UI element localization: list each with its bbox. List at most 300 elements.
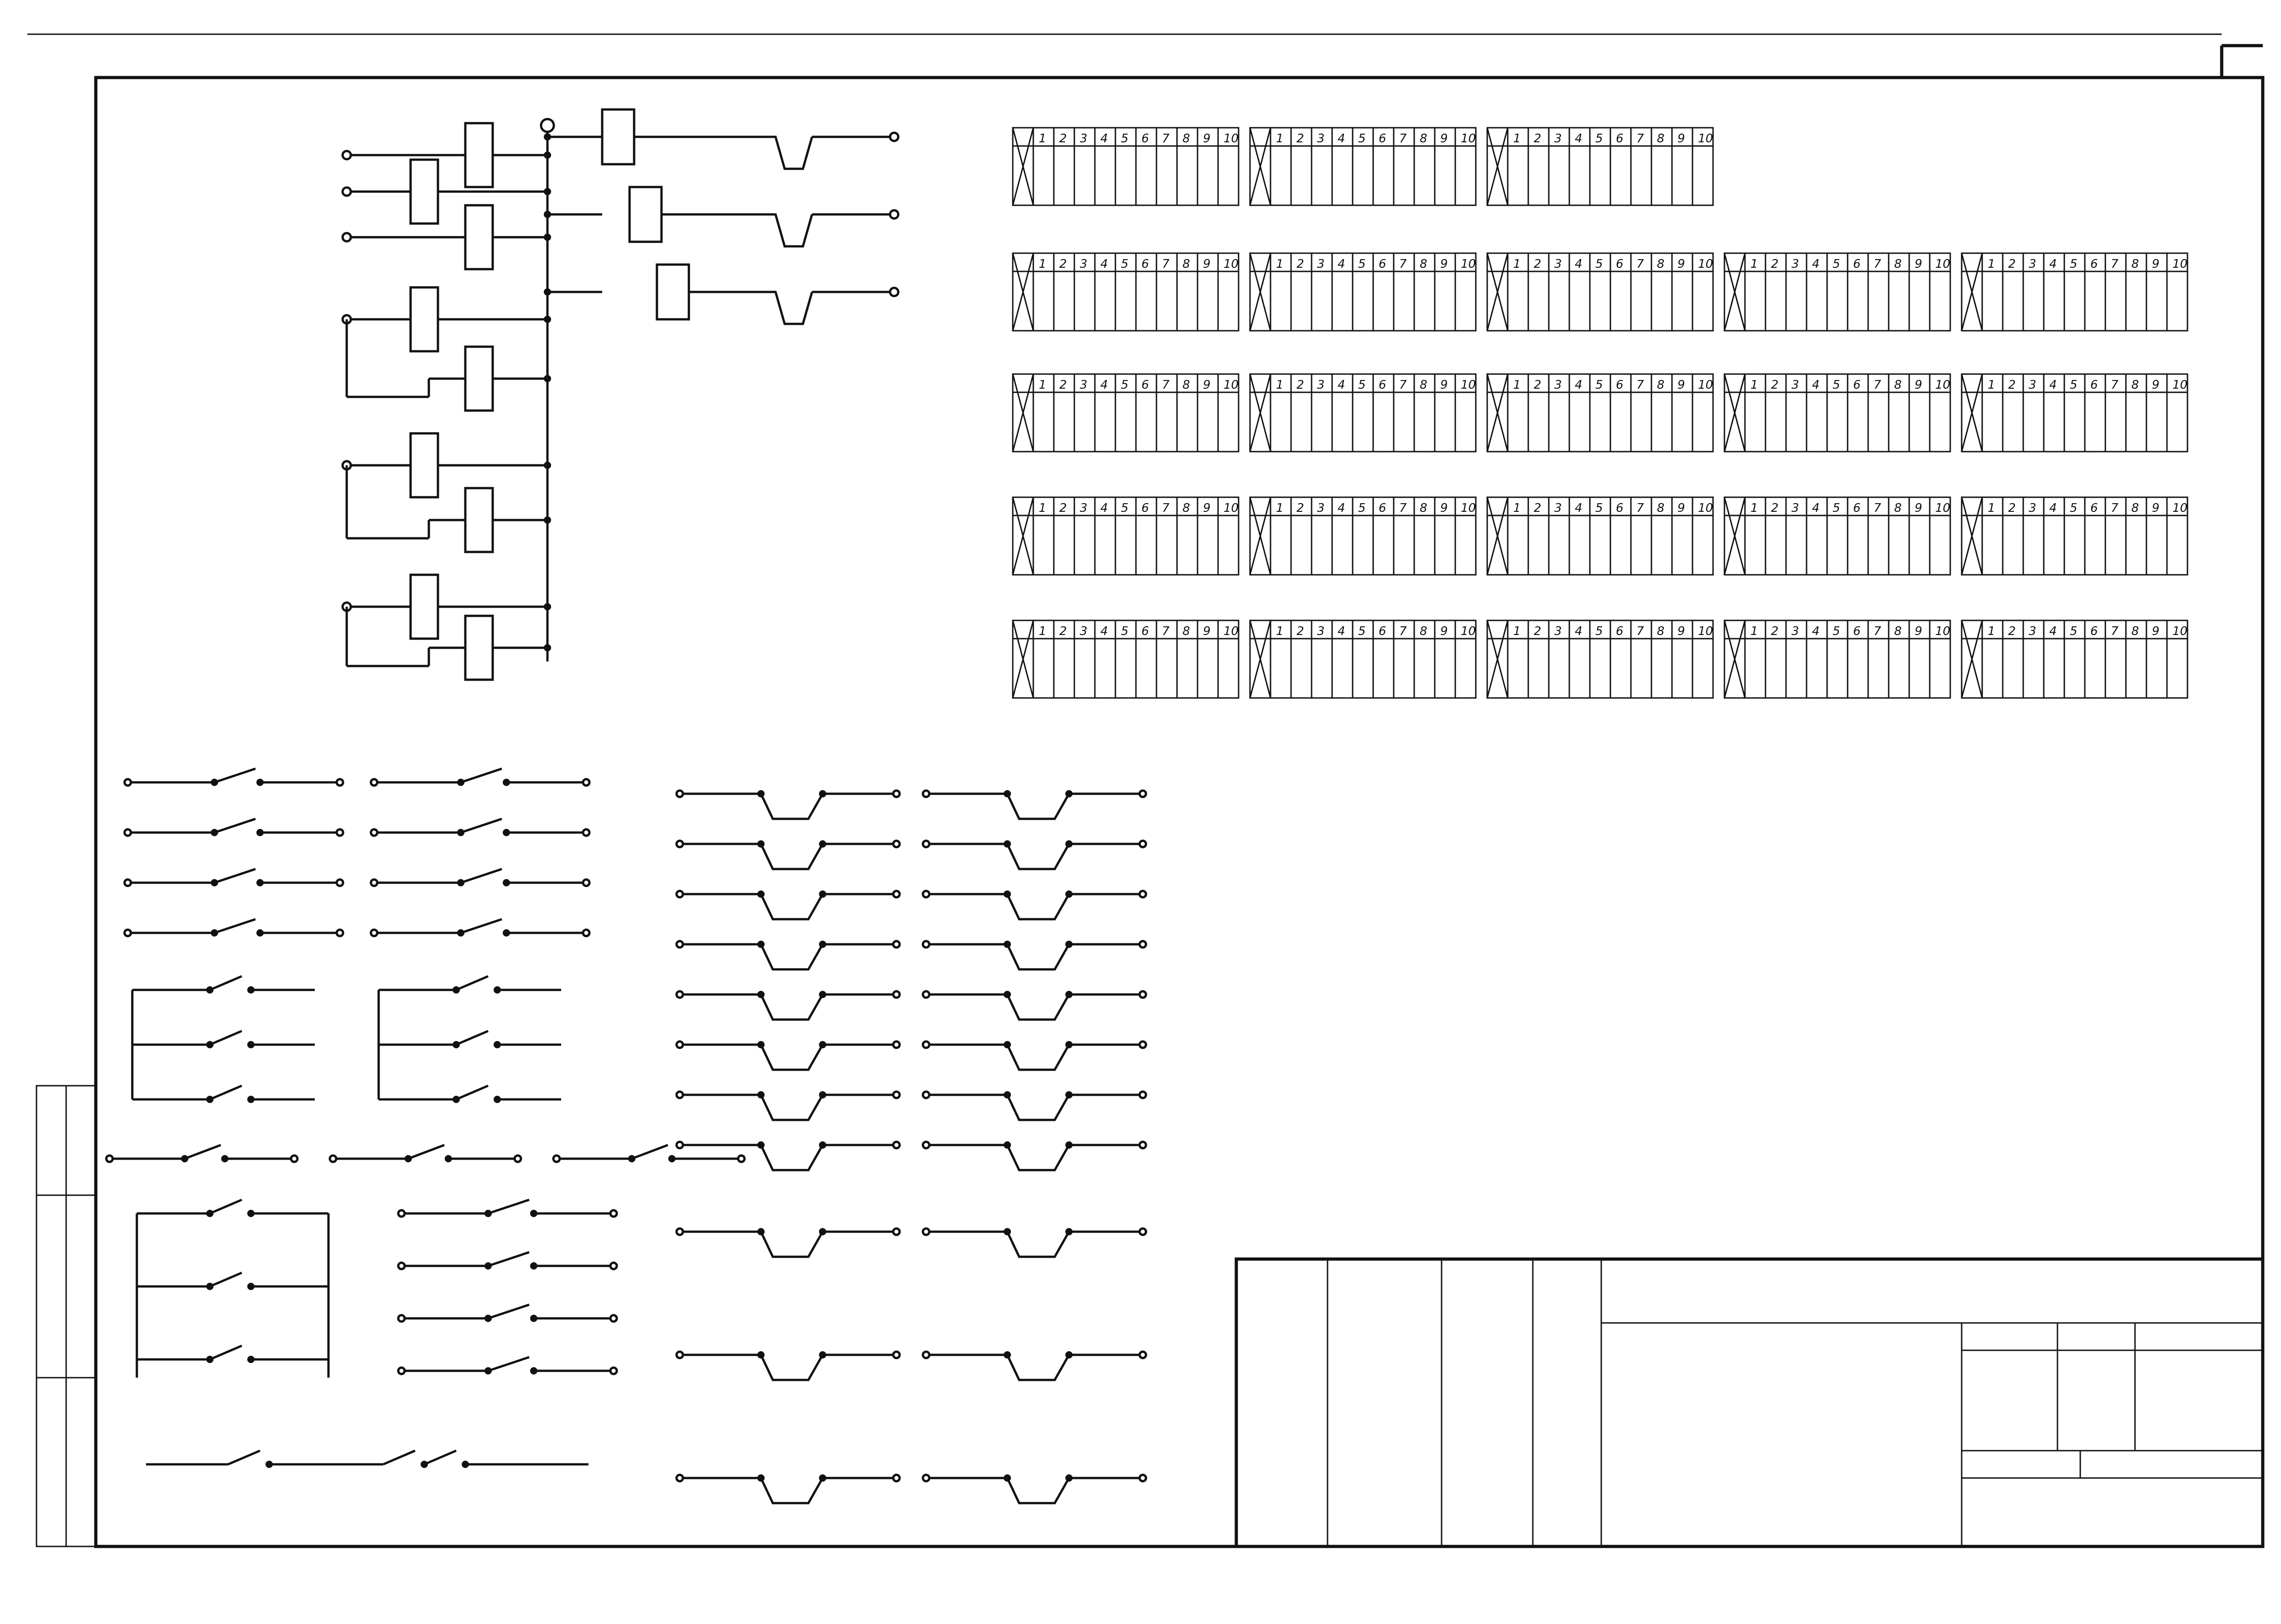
contact-symbol [929, 894, 1069, 919]
wire-terminal [343, 187, 351, 196]
strip-terminal-number: 9 [1915, 257, 1922, 271]
strip-terminal-number: 9 [1677, 501, 1685, 515]
contact-symbol [683, 844, 823, 869]
strip-terminal-number: 8 [1894, 625, 1902, 638]
coil-body [602, 109, 634, 164]
strip-terminal-number: 8 [1420, 625, 1427, 638]
strip-terminal-number: 1 [1750, 378, 1758, 392]
strip-terminal-number: 4 [1575, 378, 1583, 392]
wire-terminal [1140, 1092, 1146, 1098]
strip-terminal-number: 5 [1595, 132, 1603, 146]
strip-terminal-number: 10 [1224, 378, 1239, 392]
wire-terminal [610, 1368, 617, 1374]
group-contact-k5 [132, 976, 315, 994]
strip-terminal-number: 7 [1399, 501, 1407, 515]
strip-terminal-number: 10 [2172, 257, 2188, 271]
junction-dot [1004, 1041, 1011, 1048]
strip-terminal-number: 2 [1534, 378, 1541, 392]
coil-body [657, 265, 689, 319]
strip-terminal-number: 4 [2049, 257, 2057, 271]
contact-symbol [757, 292, 812, 324]
contact-symbol [683, 1232, 823, 1257]
junction-dot [1004, 991, 1011, 998]
coil-body [465, 347, 493, 411]
strip-terminal-number: 8 [1894, 257, 1902, 271]
wire-terminal [923, 1228, 929, 1235]
contact-symbol [757, 137, 812, 169]
wire-terminal [398, 1210, 405, 1217]
wire-terminal [677, 1041, 683, 1048]
terminal-strip-x3 [1487, 620, 1713, 698]
strip-terminal-number: 8 [2131, 257, 2139, 271]
strip-terminal-number: 3 [1554, 625, 1562, 638]
strip-terminal-number: 7 [1636, 378, 1644, 392]
strip-terminal-number: 5 [1595, 501, 1603, 515]
strip-terminal-number: 3 [2029, 378, 2036, 392]
strip-terminal-number: 6 [2090, 378, 2098, 392]
group-contact-k7 [132, 1086, 315, 1103]
terminal-strips [1013, 128, 2187, 698]
contact-k9 [398, 1252, 617, 1270]
strip-terminal-number: 2 [2008, 257, 2016, 271]
junction-dot [757, 890, 765, 898]
strip-terminal-number: 7 [1162, 132, 1170, 146]
strip-terminal-number: 5 [1833, 257, 1840, 271]
wire-terminal [893, 841, 900, 847]
coil-body [411, 575, 438, 639]
wire-terminal [398, 1368, 405, 1374]
no-contact [677, 1141, 900, 1170]
neutral-terminal [541, 119, 554, 132]
strip-terminal-number: 1 [1988, 257, 1995, 271]
strip-terminal-number: 6 [1616, 501, 1624, 515]
contact-symbol [929, 1095, 1069, 1120]
strip-terminal-number: 8 [1657, 132, 1665, 146]
strip-terminal-number: 6 [1379, 625, 1386, 638]
coil-body [465, 488, 493, 552]
wire-terminal [893, 1092, 900, 1098]
strip-terminal-number: 9 [1915, 625, 1922, 638]
strip-terminal-number: 4 [1100, 257, 1108, 271]
strip-terminal-number: 4 [1338, 501, 1345, 515]
strip-terminal-number: 4 [1338, 257, 1345, 271]
no-contact [677, 890, 900, 919]
junction-dot [544, 151, 551, 159]
strip-terminal-number: 9 [1915, 378, 1922, 392]
strip-terminal-number: 10 [1461, 378, 1476, 392]
strip-terminal-number: 9 [1203, 625, 1211, 638]
wire-terminal [125, 779, 131, 786]
strip-terminal-number: 2 [1059, 257, 1067, 271]
strip-terminal-number: 4 [1575, 132, 1583, 146]
strip-terminal-number: 5 [1358, 625, 1366, 638]
strip-terminal-number: 9 [1203, 257, 1211, 271]
strip-terminal-number: 8 [2131, 625, 2139, 638]
contact-k8 [125, 819, 343, 836]
chain-k14 [544, 109, 898, 169]
contact-k10 [106, 1145, 297, 1162]
strip-terminal-number: 2 [1534, 257, 1541, 271]
strip-terminal-number: 5 [2070, 257, 2078, 271]
wire-terminal [923, 1092, 929, 1098]
wire-terminal [923, 891, 929, 897]
contact-symbol [683, 1095, 823, 1120]
chain-k16 [544, 265, 898, 324]
wire-terminal [343, 233, 351, 241]
strip-terminal-number: 5 [2070, 501, 2078, 515]
strip-terminal-number: 1 [1513, 257, 1521, 271]
junction-dot [1004, 1141, 1011, 1149]
strip-terminal-number: 5 [2070, 378, 2078, 392]
strip-terminal-number: 6 [1141, 625, 1149, 638]
strip-terminal-number: 4 [2049, 378, 2057, 392]
strip-terminal-number: 7 [1162, 378, 1170, 392]
junction-dot [544, 234, 551, 241]
contact-symbol [929, 944, 1069, 969]
contact-k8 [371, 819, 589, 836]
wire-terminal [1140, 841, 1146, 847]
terminal-strip-x12 [1250, 497, 1476, 575]
strip-terminal-number: 8 [1420, 501, 1427, 515]
wire-terminal [677, 1142, 683, 1148]
strip-terminal-number: 6 [1379, 501, 1386, 515]
strip-terminal-number: 5 [1595, 378, 1603, 392]
wire-terminal [515, 1156, 521, 1162]
wire-terminal [610, 1210, 617, 1217]
contact-symbol [683, 794, 823, 819]
chain-k15 [544, 187, 898, 246]
strip-terminal-number: 2 [1059, 132, 1067, 146]
coil-k13 [429, 616, 551, 680]
junction-dot [544, 375, 551, 382]
wire-terminal [583, 829, 589, 836]
wire-terminal [677, 1352, 683, 1358]
strip-terminal-number: 5 [1595, 257, 1603, 271]
terminal-strip-x4 [1724, 620, 1950, 698]
group-contact-k7 [379, 1086, 561, 1103]
contact-k8 [371, 769, 589, 786]
strip-terminal-number: 3 [1554, 132, 1562, 146]
wire-terminal [330, 1156, 336, 1162]
strip-terminal-number: 4 [1812, 501, 1820, 515]
strip-terminal-number: 9 [2152, 378, 2160, 392]
strip-terminal-number: 6 [1379, 378, 1386, 392]
strip-terminal-number: 9 [1440, 501, 1448, 515]
strip-terminal-number: 2 [1534, 132, 1541, 146]
strip-terminal-number: 2 [1297, 378, 1304, 392]
strip-terminal-number: 2 [1297, 501, 1304, 515]
wire-terminal [1140, 1041, 1146, 1048]
contact-symbol [929, 994, 1069, 1020]
strip-terminal-number: 10 [1935, 625, 1951, 638]
terminal-strip-x1 [1013, 620, 1239, 698]
junction-dot [544, 316, 551, 323]
wire-terminal [677, 1475, 683, 1481]
strip-terminal-number: 9 [1677, 257, 1685, 271]
strip-terminal-number: 9 [1440, 625, 1448, 638]
strip-terminal-number: 10 [1935, 378, 1951, 392]
terminal-strip-x2 [1250, 620, 1476, 698]
strip-terminal-number: 8 [2131, 501, 2139, 515]
strip-terminal-number: 10 [1698, 132, 1713, 146]
terminal-strip-x34 [1724, 253, 1950, 331]
strip-terminal-number: 1 [1039, 378, 1047, 392]
strip-terminal-number: 3 [2029, 625, 2036, 638]
contact-symbol [683, 1045, 823, 1070]
wire-terminal [923, 1041, 929, 1048]
wire-terminal [893, 941, 900, 947]
junction-dot [544, 133, 551, 141]
strip-terminal-number: 10 [1461, 132, 1476, 146]
strip-terminal-number: 3 [1791, 501, 1799, 515]
strip-terminal-number: 2 [1534, 501, 1541, 515]
wire-terminal [125, 880, 131, 886]
strip-terminal-number: 7 [1399, 132, 1407, 146]
strip-terminal-number: 5 [1121, 378, 1129, 392]
strip-terminal-number: 7 [1636, 132, 1644, 146]
wire-terminal [677, 941, 683, 947]
wire-terminal [343, 151, 351, 159]
contact-k11 [398, 1305, 617, 1322]
contact-symbol [683, 994, 823, 1020]
no-contact [677, 1351, 900, 1380]
strip-terminal-number: 1 [1988, 501, 1995, 515]
contact-k10 [371, 869, 589, 886]
strip-terminal-number: 5 [1121, 132, 1129, 146]
wire-terminal [1140, 991, 1146, 998]
strip-terminal-number: 2 [1771, 378, 1779, 392]
coil-k10 [343, 433, 551, 497]
strip-terminal-number: 4 [2049, 625, 2057, 638]
wire-terminal [371, 829, 377, 836]
junction-dot [544, 211, 551, 218]
strip-terminal-number: 3 [2029, 501, 2036, 515]
strip-terminal-number: 5 [1358, 501, 1366, 515]
contact-symbol [683, 894, 823, 919]
no-contact [923, 1228, 1146, 1257]
strip-terminal-number: 3 [1317, 501, 1325, 515]
wire-terminal [398, 1315, 405, 1322]
strip-terminal-number: 7 [1162, 257, 1170, 271]
strip-terminal-number: 3 [1791, 257, 1799, 271]
strip-terminal-number: 9 [1203, 501, 1211, 515]
terminal-strip-x43 [1487, 128, 1713, 205]
wire-terminal [106, 1156, 113, 1162]
strip-terminal-number: 3 [1317, 378, 1325, 392]
strip-terminal-number: 3 [1317, 257, 1325, 271]
terminal-strip-x21 [1013, 374, 1239, 452]
contact-symbol [929, 1355, 1069, 1380]
coil-body [630, 187, 661, 242]
wire-terminal [923, 791, 929, 797]
strip-terminal-number: 6 [1379, 257, 1386, 271]
wire-terminal [398, 1263, 405, 1269]
contact-symbol [683, 1478, 823, 1503]
strip-terminal-number: 7 [1636, 257, 1644, 271]
terminal-strip-x31 [1013, 253, 1239, 331]
no-contact [923, 1091, 1146, 1120]
no-contact [923, 1474, 1146, 1503]
strip-terminal-number: 8 [1182, 257, 1190, 271]
strip-terminal-number: 2 [1297, 625, 1304, 638]
coil-k8 [343, 287, 551, 351]
junction-dot [1004, 790, 1011, 797]
strip-terminal-number: 6 [1141, 132, 1149, 146]
strip-terminal-number: 10 [2172, 501, 2188, 515]
no-contact [677, 1091, 900, 1120]
wire-terminal [893, 1228, 900, 1235]
junction-dot [1004, 1228, 1011, 1235]
wire-terminal [125, 829, 131, 836]
side-stamp [36, 1086, 96, 1546]
strip-terminal-number: 6 [1616, 625, 1624, 638]
coil-body [465, 616, 493, 680]
strip-terminal-number: 6 [1141, 257, 1149, 271]
strip-terminal-number: 1 [1513, 378, 1521, 392]
strip-terminal-number: 6 [2090, 501, 2098, 515]
coil-k11 [429, 488, 551, 552]
wire-terminal [893, 1041, 900, 1048]
coil-circuit [343, 109, 898, 680]
terminal-strip-x23 [1487, 374, 1713, 452]
strip-terminal-number: 1 [1276, 132, 1284, 146]
no-contact [677, 1228, 900, 1257]
strip-terminal-number: 6 [2090, 257, 2098, 271]
strip-terminal-number: 2 [2008, 625, 2016, 638]
wire-terminal [583, 779, 589, 786]
strip-terminal-number: 1 [1039, 257, 1047, 271]
junction-dot [544, 516, 551, 524]
strip-terminal-number: 8 [1894, 378, 1902, 392]
strip-terminal-number: 8 [1657, 501, 1665, 515]
strip-terminal-number: 5 [1358, 378, 1366, 392]
junction-dot [757, 1091, 765, 1098]
wire-terminal [1140, 791, 1146, 797]
strip-terminal-number: 7 [1874, 625, 1881, 638]
contact-symbol [929, 1145, 1069, 1170]
strip-terminal-number: 4 [1575, 257, 1583, 271]
strip-terminal-number: 7 [1874, 378, 1881, 392]
junction-dot [757, 1351, 765, 1359]
strip-terminal-number: 10 [1698, 501, 1713, 515]
strip-terminal-number: 2 [1771, 257, 1779, 271]
terminal-strip-x35 [1962, 253, 2187, 331]
contact-k5 [398, 1200, 617, 1217]
strip-terminal-number: 10 [1461, 501, 1476, 515]
contact-k13 [398, 1357, 617, 1374]
wire-terminal [677, 841, 683, 847]
contact-k8 [125, 769, 343, 786]
strip-terminal-number: 5 [1358, 257, 1366, 271]
strip-terminal-number: 1 [1513, 625, 1521, 638]
wire-terminal [893, 991, 900, 998]
strip-terminal-number: 4 [2049, 501, 2057, 515]
strip-terminal-number: 7 [1399, 257, 1407, 271]
contact-symbol [929, 1045, 1069, 1070]
coil-body [411, 287, 438, 351]
strip-terminal-number: 8 [1182, 625, 1190, 638]
strip-terminal-number: 5 [1833, 501, 1840, 515]
wire-terminal [893, 791, 900, 797]
strip-terminal-number: 7 [1162, 625, 1170, 638]
wire-terminal [893, 891, 900, 897]
junction-dot [757, 1228, 765, 1235]
contact-k9 [330, 1145, 521, 1162]
no-contact [923, 941, 1146, 969]
strip-terminal-number: 9 [1677, 378, 1685, 392]
strip-terminal-number: 7 [2111, 501, 2119, 515]
wire-terminal [1140, 941, 1146, 947]
strip-terminal-number: 9 [1440, 378, 1448, 392]
terminal-strip-x15 [1962, 497, 2187, 575]
strip-terminal-number: 1 [1513, 501, 1521, 515]
strip-terminal-number: 3 [1080, 257, 1088, 271]
strip-terminal-number: 2 [1534, 625, 1541, 638]
strip-terminal-number: 8 [1657, 257, 1665, 271]
contact-k10 [125, 869, 343, 886]
strip-terminal-number: 1 [1276, 257, 1284, 271]
strip-terminal-number: 4 [1100, 501, 1108, 515]
strip-terminal-number: 4 [1338, 625, 1345, 638]
strip-terminal-number: 8 [1894, 501, 1902, 515]
strip-terminal-number: 5 [1358, 132, 1366, 146]
contact-symbol [757, 214, 812, 246]
wire-terminal [337, 930, 343, 936]
wire-terminal [125, 930, 131, 936]
strip-terminal-number: 9 [1677, 625, 1685, 638]
no-contact [677, 991, 900, 1020]
no-contact [677, 1041, 900, 1070]
strip-terminal-number: 4 [1100, 132, 1108, 146]
strip-terminal-number: 3 [1791, 378, 1799, 392]
strip-terminal-number: 5 [1121, 501, 1129, 515]
junction-dot [544, 188, 551, 195]
strip-terminal-number: 5 [1121, 257, 1129, 271]
strip-terminal-number: 10 [1224, 625, 1239, 638]
contact-k12 [371, 919, 589, 937]
wire-terminal [371, 779, 377, 786]
strip-terminal-number: 10 [1698, 257, 1713, 271]
terminal-strip-x41 [1013, 128, 1239, 205]
strip-terminal-number: 6 [1616, 257, 1624, 271]
wire-terminal [893, 1352, 900, 1358]
strip-terminal-number: 3 [1080, 378, 1088, 392]
wire-terminal [1140, 1475, 1146, 1481]
strip-terminal-number: 7 [1162, 501, 1170, 515]
strip-terminal-number: 4 [1575, 501, 1583, 515]
wire-terminal [923, 991, 929, 998]
strip-terminal-number: 4 [1812, 378, 1820, 392]
strip-terminal-number: 6 [1141, 501, 1149, 515]
strip-terminal-number: 10 [2172, 378, 2188, 392]
strip-terminal-number: 6 [1379, 132, 1386, 146]
no-contact [923, 840, 1146, 869]
wire-terminal [893, 1142, 900, 1148]
strip-terminal-number: 4 [1338, 378, 1345, 392]
strip-terminal-number: 3 [1791, 625, 1799, 638]
wire-terminal [677, 891, 683, 897]
group-contact-k6 [132, 1031, 315, 1048]
strip-terminal-number: 7 [1636, 625, 1644, 638]
title-block [1236, 1259, 2263, 1546]
wire-terminal [1140, 891, 1146, 897]
strip-terminal-number: 1 [1276, 501, 1284, 515]
junction-dot [544, 644, 551, 651]
strip-terminal-number: 6 [1853, 625, 1861, 638]
strip-terminal-number: 3 [1554, 501, 1562, 515]
strip-terminal-number: 2 [1771, 501, 1779, 515]
strip-terminal-number: 7 [1636, 501, 1644, 515]
